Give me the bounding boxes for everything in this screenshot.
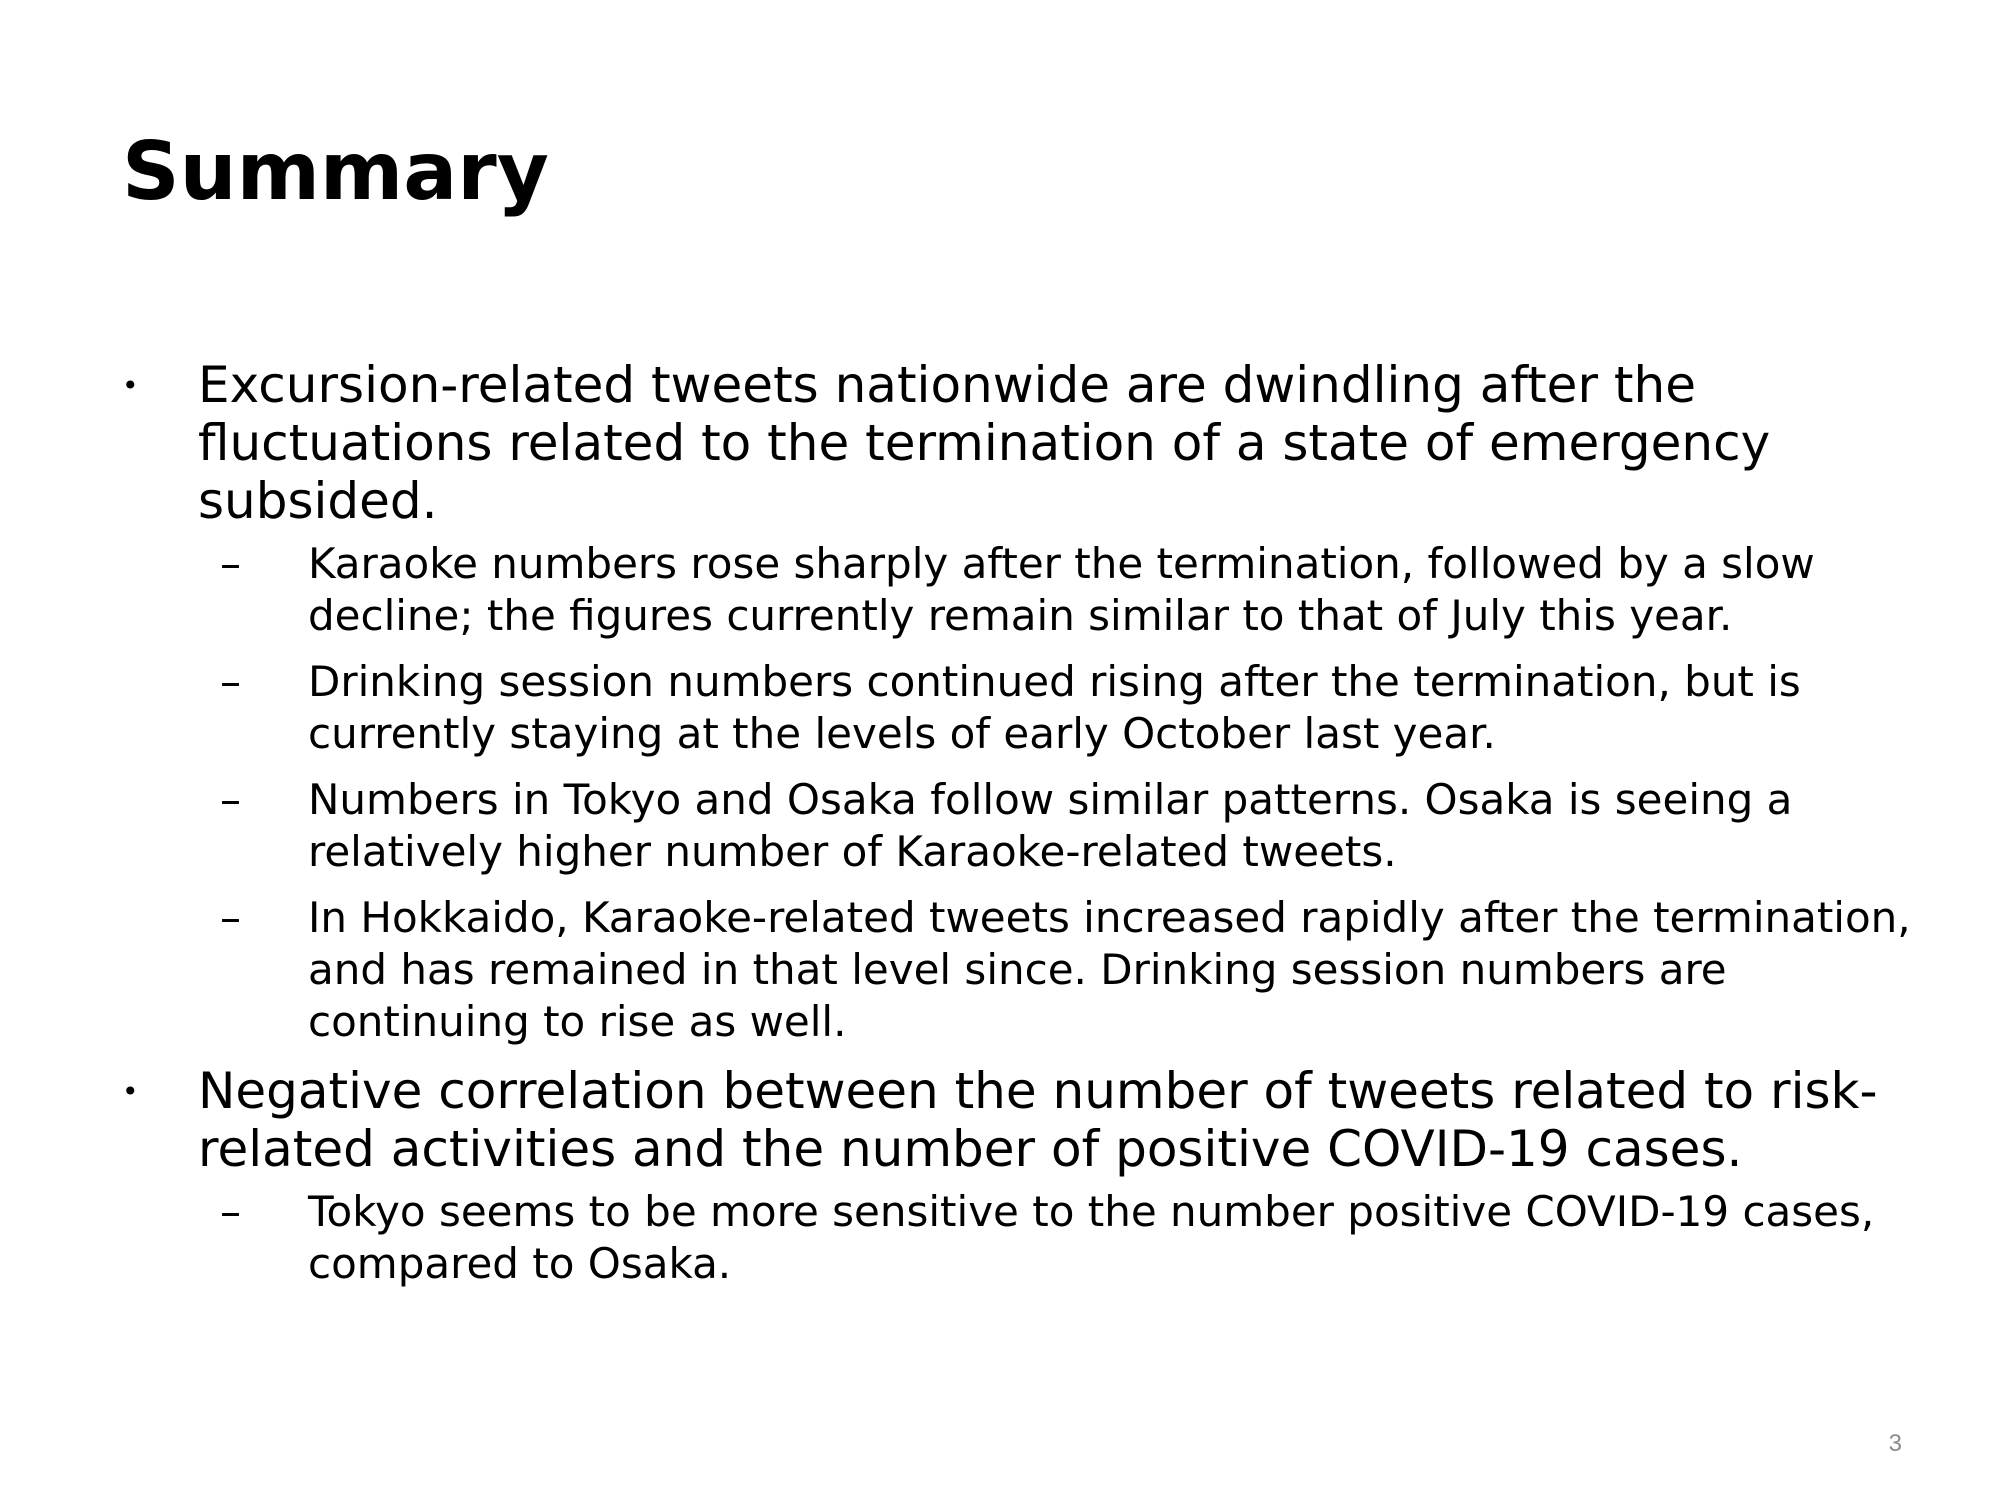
sub-bullet-text: Karaoke numbers rose sharply after the termination, followed by a slow decline; the figures currently remain similar to that of July this year.: [308, 539, 1815, 640]
slide-title: Summary: [122, 125, 549, 218]
slide-content: [122, 356, 1922, 1304]
dash-marker: –: [220, 657, 241, 706]
bullet-marker: •: [122, 369, 139, 402]
sub-bullet-text: Drinking session numbers continued rising after the termination, but is currently staying at the levels of early October last year.: [308, 657, 1801, 758]
sub-bullet-item-5: [220, 1186, 1922, 1290]
bullet-text: Negative correlation between the number of tweets related to risk-related activities and the number of positive COVID-19 cases.: [198, 1062, 1878, 1178]
bullet-item-2: [122, 1062, 1922, 1178]
dash-marker: –: [220, 893, 241, 942]
sub-bullet-item-3: [220, 774, 1922, 878]
dash-marker: –: [220, 775, 241, 824]
bullet-marker: •: [122, 1075, 139, 1108]
sub-bullet-item-1: [220, 538, 1922, 642]
sub-bullet-list-2: [220, 1186, 1922, 1290]
sub-bullet-item-2: [220, 656, 1922, 760]
bullet-item-1: [122, 356, 1922, 530]
dash-marker: –: [220, 1187, 241, 1236]
dash-marker: –: [220, 539, 241, 588]
sub-bullet-text: In Hokkaido, Karaoke-related tweets increased rapidly after the termination, and has remained in that level since. Drinking session numbers are continuing to rise as well.: [308, 893, 1911, 1046]
page-number: 3: [1888, 1430, 1902, 1457]
sub-bullet-text: Tokyo seems to be more sensitive to the number positive COVID-19 cases, compared to Osaka.: [308, 1187, 1875, 1288]
sub-bullet-list-1: [220, 538, 1922, 1048]
sub-bullet-item-4: [220, 892, 1922, 1048]
sub-bullet-text: Numbers in Tokyo and Osaka follow similar patterns. Osaka is seeing a relatively higher number of Karaoke-related tweets.: [308, 775, 1793, 876]
bullet-text: Excursion-related tweets nationwide are dwindling after the fluctuations related to the termination of a state of emergency subsided.: [198, 356, 1771, 530]
